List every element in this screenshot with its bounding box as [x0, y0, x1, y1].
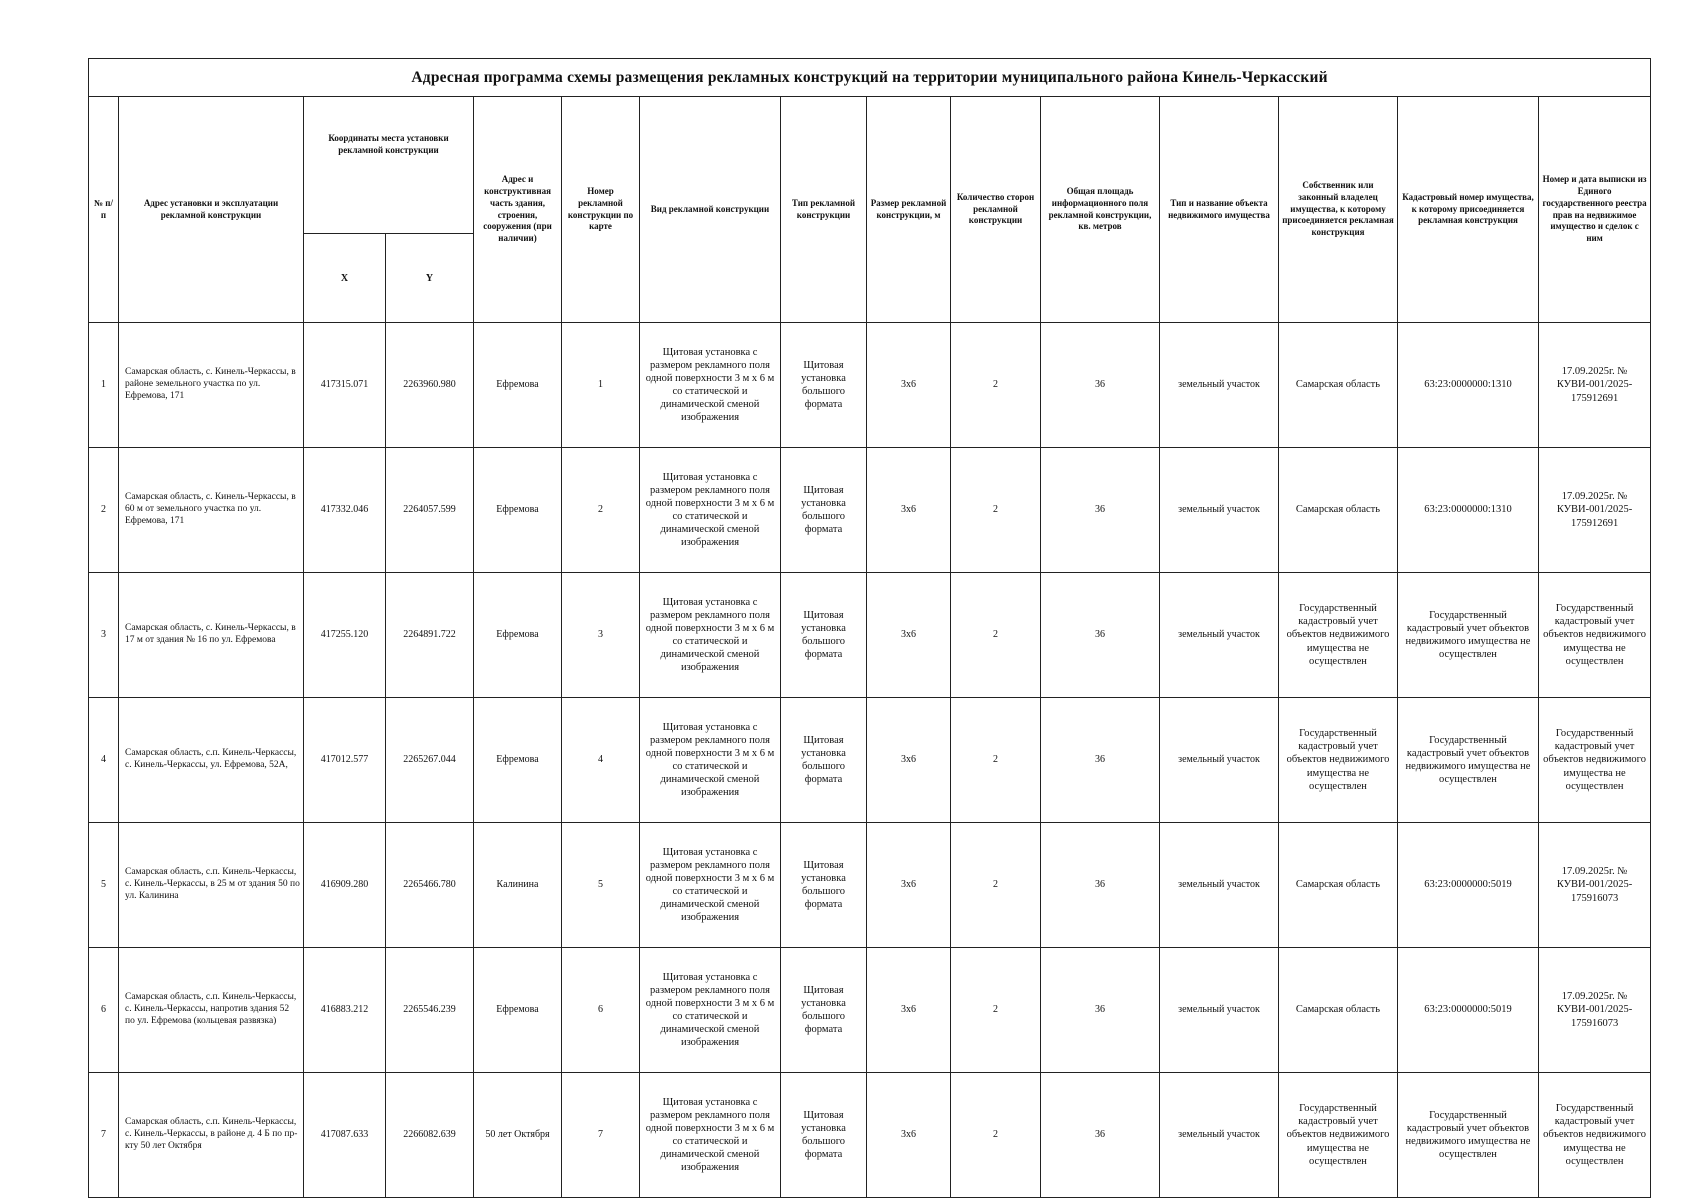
cell-type: Щитовая установка большого формата	[781, 823, 867, 948]
cell-kind: Щитовая установка с размером рекламного поля одной поверхности 3 м х 6 м со статической и динамической сменой изображения	[640, 573, 781, 698]
cell-property: земельный участок	[1160, 573, 1279, 698]
cell-cadastral: Государственный кадастровый учет объектов недвижимого имущества не осуществлен	[1398, 698, 1539, 823]
cell-x: 417012.577	[304, 698, 386, 823]
cell-num: 6	[89, 948, 119, 1073]
header-y: Y	[386, 234, 474, 323]
cell-egrn: Государственный кадастровый учет объектов недвижимого имущества не осуществлен	[1539, 573, 1651, 698]
cell-size: 3x6	[867, 948, 951, 1073]
document-sheet	[88, 58, 1650, 1198]
cell-building: Ефремова	[474, 698, 562, 823]
address-program-table	[88, 58, 1651, 1198]
cell-type: Щитовая установка большого формата	[781, 323, 867, 448]
cell-num: 3	[89, 573, 119, 698]
header-egrn: Номер и дата выписки из Единого государственного реестра прав на недвижимое имущество и сделок с ним	[1539, 97, 1651, 323]
cell-egrn: 17.09.2025г. № КУВИ-001/2025-175912691	[1539, 448, 1651, 573]
cell-y: 2264891.722	[386, 573, 474, 698]
cell-building: Ефремова	[474, 323, 562, 448]
header-coords: Координаты места установки рекламной конструкции	[304, 97, 474, 234]
header-building: Адрес и конструктивная часть здания, строения, сооружения (при наличии)	[474, 97, 562, 323]
cell-egrn: 17.09.2025г. № КУВИ-001/2025-175916073	[1539, 948, 1651, 1073]
cell-area: 36	[1041, 948, 1160, 1073]
cell-y: 2266082.639	[386, 1073, 474, 1198]
document-title: Адресная программа схемы размещения рекламных конструкций на территории муниципального района Кинель-Черкасский	[89, 59, 1651, 97]
cell-owner: Самарская область	[1279, 823, 1398, 948]
cell-area: 36	[1041, 823, 1160, 948]
table-row	[89, 1073, 1651, 1198]
cell-property: земельный участок	[1160, 448, 1279, 573]
cell-egrn: 17.09.2025г. № КУВИ-001/2025-175912691	[1539, 323, 1651, 448]
cell-sides: 2	[951, 823, 1041, 948]
cell-cadastral: Государственный кадастровый учет объектов недвижимого имущества не осуществлен	[1398, 1073, 1539, 1198]
cell-cadastral: 63:23:0000000:5019	[1398, 948, 1539, 1073]
cell-owner: Государственный кадастровый учет объектов недвижимого имущества не осуществлен	[1279, 698, 1398, 823]
cell-x: 417315.071	[304, 323, 386, 448]
cell-map-no: 4	[562, 698, 640, 823]
cell-area: 36	[1041, 323, 1160, 448]
cell-kind: Щитовая установка с размером рекламного поля одной поверхности 3 м х 6 м со статической и динамической сменой изображения	[640, 323, 781, 448]
table-row	[89, 698, 1651, 823]
header-area: Общая площадь информационного поля рекламной конструкции, кв. метров	[1041, 97, 1160, 323]
cell-y: 2265466.780	[386, 823, 474, 948]
table-row	[89, 448, 1651, 573]
cell-num: 2	[89, 448, 119, 573]
cell-type: Щитовая установка большого формата	[781, 1073, 867, 1198]
table-row	[89, 823, 1651, 948]
cell-area: 36	[1041, 573, 1160, 698]
cell-map-no: 7	[562, 1073, 640, 1198]
header-sides: Количество сторон рекламной конструкции	[951, 97, 1041, 323]
cell-x: 417332.046	[304, 448, 386, 573]
cell-type: Щитовая установка большого формата	[781, 948, 867, 1073]
cell-property: земельный участок	[1160, 1073, 1279, 1198]
cell-x: 416909.280	[304, 823, 386, 948]
cell-owner: Самарская область	[1279, 948, 1398, 1073]
cell-num: 7	[89, 1073, 119, 1198]
cell-map-no: 3	[562, 573, 640, 698]
cell-size: 3x6	[867, 448, 951, 573]
header-num: № п/п	[89, 97, 119, 323]
header-owner: Собственник или законный владелец имущества, к которому присоединяется рекламная конструкция	[1279, 97, 1398, 323]
cell-type: Щитовая установка большого формата	[781, 448, 867, 573]
table-row	[89, 573, 1651, 698]
cell-x: 417087.633	[304, 1073, 386, 1198]
cell-sides: 2	[951, 448, 1041, 573]
header-property: Тип и название объекта недвижимого имущества	[1160, 97, 1279, 323]
cell-address: Самарская область, с. Кинель-Черкассы, в 60 м от земельного участка по ул. Ефремова, 171	[119, 448, 304, 573]
cell-owner: Самарская область	[1279, 448, 1398, 573]
cell-area: 36	[1041, 1073, 1160, 1198]
header-x: X	[304, 234, 386, 323]
cell-cadastral: 63:23:0000000:1310	[1398, 448, 1539, 573]
cell-owner: Самарская область	[1279, 323, 1398, 448]
cell-y: 2265267.044	[386, 698, 474, 823]
cell-map-no: 2	[562, 448, 640, 573]
cell-type: Щитовая установка большого формата	[781, 698, 867, 823]
cell-sides: 2	[951, 1073, 1041, 1198]
cell-size: 3x6	[867, 573, 951, 698]
cell-y: 2263960.980	[386, 323, 474, 448]
header-cadastral: Кадастровый номер имущества, к которому присоединяется рекламная конструкция	[1398, 97, 1539, 323]
cell-address: Самарская область, с.п. Кинель-Черкассы, с. Кинель-Черкассы, в районе д. 4 Б по пр-кту 50 лет Октября	[119, 1073, 304, 1198]
cell-kind: Щитовая установка с размером рекламного поля одной поверхности 3 м х 6 м со статической и динамической сменой изображения	[640, 948, 781, 1073]
cell-cadastral: 63:23:0000000:5019	[1398, 823, 1539, 948]
cell-type: Щитовая установка большого формата	[781, 573, 867, 698]
cell-sides: 2	[951, 948, 1041, 1073]
cell-address: Самарская область, с.п. Кинель-Черкассы, с. Кинель-Черкассы, в 25 м от здания 50 по ул. Калинина	[119, 823, 304, 948]
cell-area: 36	[1041, 448, 1160, 573]
cell-size: 3x6	[867, 1073, 951, 1198]
cell-building: Ефремова	[474, 448, 562, 573]
cell-sides: 2	[951, 323, 1041, 448]
header-kind: Вид рекламной конструкции	[640, 97, 781, 323]
cell-kind: Щитовая установка с размером рекламного поля одной поверхности 3 м х 6 м со статической и динамической сменой изображения	[640, 448, 781, 573]
cell-building: Ефремова	[474, 948, 562, 1073]
cell-size: 3x6	[867, 823, 951, 948]
table-row	[89, 323, 1651, 448]
header-size: Размер рекламной конструкции, м	[867, 97, 951, 323]
cell-property: земельный участок	[1160, 823, 1279, 948]
cell-egrn: Государственный кадастровый учет объектов недвижимого имущества не осуществлен	[1539, 698, 1651, 823]
cell-kind: Щитовая установка с размером рекламного поля одной поверхности 3 м х 6 м со статической и динамической сменой изображения	[640, 698, 781, 823]
cell-area: 36	[1041, 698, 1160, 823]
cell-num: 4	[89, 698, 119, 823]
cell-owner: Государственный кадастровый учет объектов недвижимого имущества не осуществлен	[1279, 1073, 1398, 1198]
cell-num: 5	[89, 823, 119, 948]
cell-sides: 2	[951, 573, 1041, 698]
cell-sides: 2	[951, 698, 1041, 823]
cell-kind: Щитовая установка с размером рекламного поля одной поверхности 3 м х 6 м со статической и динамической сменой изображения	[640, 823, 781, 948]
header-map-no: Номер рекламной конструкции по карте	[562, 97, 640, 323]
cell-building: Калинина	[474, 823, 562, 948]
cell-cadastral: Государственный кадастровый учет объектов недвижимого имущества не осуществлен	[1398, 573, 1539, 698]
cell-egrn: Государственный кадастровый учет объектов недвижимого имущества не осуществлен	[1539, 1073, 1651, 1198]
cell-property: земельный участок	[1160, 323, 1279, 448]
header-type: Тип рекламной конструкции	[781, 97, 867, 323]
cell-x: 416883.212	[304, 948, 386, 1073]
cell-address: Самарская область, с. Кинель-Черкассы, в 17 м от здания № 16 по ул. Ефремова	[119, 573, 304, 698]
cell-address: Самарская область, с. Кинель-Черкассы, в районе земельного участка по ул. Ефремова, 171	[119, 323, 304, 448]
cell-x: 417255.120	[304, 573, 386, 698]
cell-property: земельный участок	[1160, 698, 1279, 823]
cell-address: Самарская область, с.п. Кинель-Черкассы, с. Кинель-Черкассы, ул. Ефремова, 52А,	[119, 698, 304, 823]
cell-map-no: 5	[562, 823, 640, 948]
cell-y: 2264057.599	[386, 448, 474, 573]
cell-size: 3x6	[867, 323, 951, 448]
cell-building: 50 лет Октября	[474, 1073, 562, 1198]
cell-cadastral: 63:23:0000000:1310	[1398, 323, 1539, 448]
cell-y: 2265546.239	[386, 948, 474, 1073]
cell-num: 1	[89, 323, 119, 448]
cell-owner: Государственный кадастровый учет объектов недвижимого имущества не осуществлен	[1279, 573, 1398, 698]
header-address: Адрес установки и эксплуатации рекламной конструкции	[119, 97, 304, 323]
cell-property: земельный участок	[1160, 948, 1279, 1073]
cell-egrn: 17.09.2025г. № КУВИ-001/2025-175916073	[1539, 823, 1651, 948]
cell-map-no: 6	[562, 948, 640, 1073]
cell-kind: Щитовая установка с размером рекламного поля одной поверхности 3 м х 6 м со статической и динамической сменой изображения	[640, 1073, 781, 1198]
cell-size: 3x6	[867, 698, 951, 823]
cell-map-no: 1	[562, 323, 640, 448]
table-row	[89, 948, 1651, 1073]
cell-building: Ефремова	[474, 573, 562, 698]
cell-address: Самарская область, с.п. Кинель-Черкассы, с. Кинель-Черкассы, напротив здания 52 по ул. Ефремова (кольцевая развязка)	[119, 948, 304, 1073]
